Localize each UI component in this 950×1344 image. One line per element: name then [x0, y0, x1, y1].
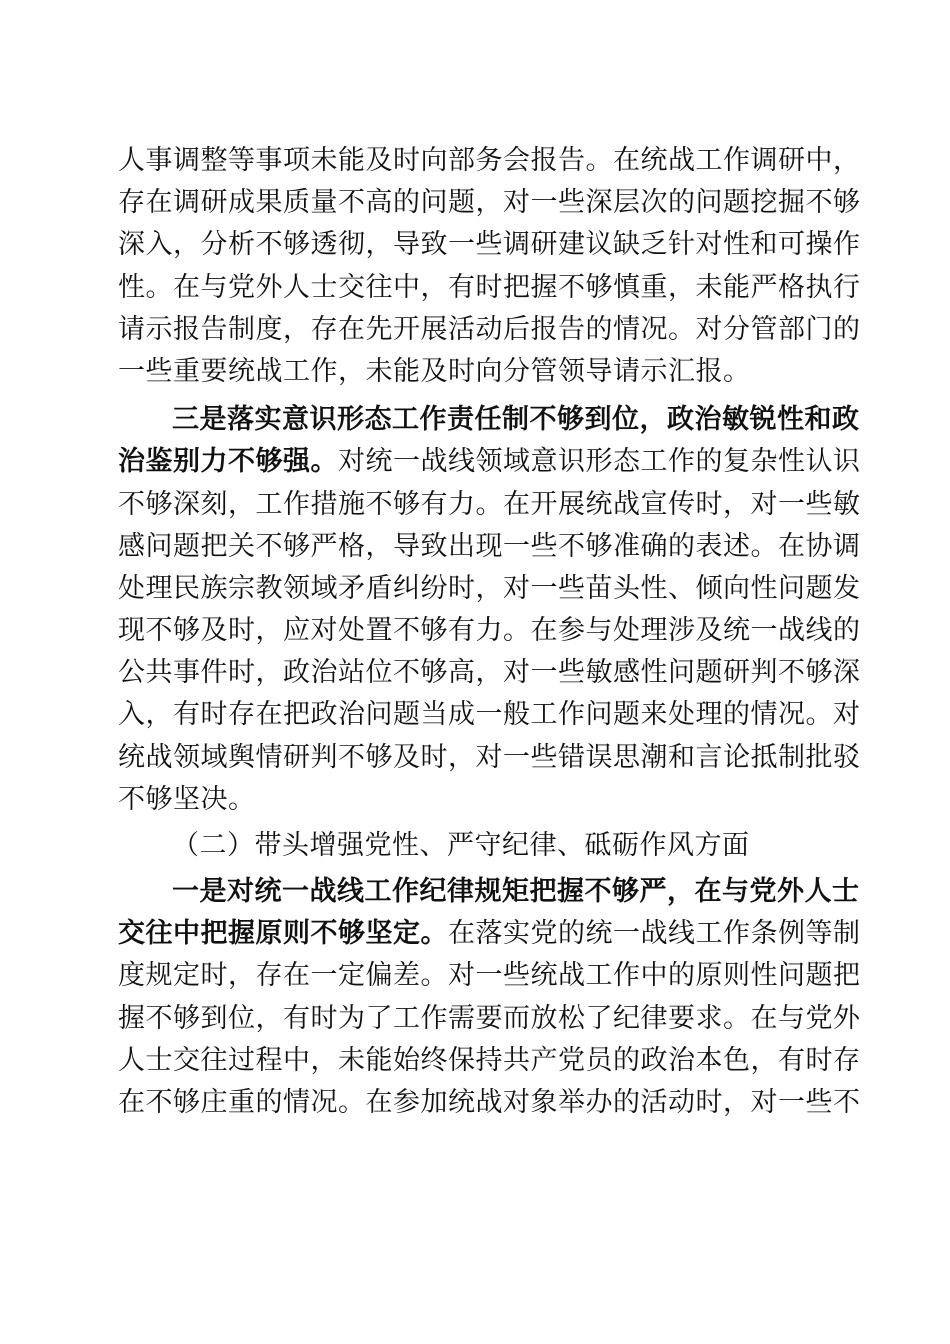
paragraph-line: 深入，分析不够透彻，导致一些调研建议缺乏针对性和可操作: [118, 229, 861, 261]
paragraph-line: 不够坚决。: [118, 783, 256, 815]
paragraph-line: 感问题把关不够严格，导致出现一些不够准确的表述。在协调: [118, 530, 861, 562]
paragraph-line: 在不够庄重的情况。在参加统战对象举办的活动时，对一些不: [118, 1086, 861, 1118]
paragraph-lead-line: 三是落实意识形态工作责任制不够到位，政治敏锐性和政: [172, 404, 860, 436]
paragraph-line: 存在调研成果质量不高的问题，对一些深层次的问题挖掘不够: [118, 187, 861, 219]
paragraph-line: 公共事件时，政治站位不够高，对一些敏感性问题研判不够深: [118, 657, 861, 689]
paragraph-line: 人事调整等事项未能及时向部务会报告。在统战工作调研中，: [118, 145, 861, 176]
paragraph-line: 入，有时存在把政治问题当成一般工作问题来处理的情况。对: [118, 699, 861, 731]
document-body: [118, 140, 861, 1124]
paragraph-1: [118, 140, 861, 393]
paragraph-line: 统战领域舆情研判不够及时，对一些错误思潮和言论抵制批驳: [118, 741, 861, 773]
paragraph-line: 现不够及时，应对处置不够有力。在参与处理涉及统一战线的: [118, 615, 861, 647]
paragraph-lead-line: 一是对统一战线工作纪律规矩把握不够严，在与党外人士: [172, 876, 860, 907]
paragraph-line: [118, 913, 861, 955]
paragraph-line: 不够深刻，工作措施不够有力。在开展统战宣传时，对一些敏: [118, 488, 861, 520]
paragraph-line: 一些重要统战工作，未能及时向分管领导请示汇报。: [118, 355, 751, 387]
section-heading: （二）带头增强党性、严守纪律、砥砺作风方面: [172, 830, 750, 861]
paragraph-line: 性。在与党外人士交往中，有时把握不够慎重，未能严格执行: [118, 271, 861, 303]
paragraph-2: [118, 399, 861, 821]
paragraph-line: [118, 441, 861, 483]
paragraph-line: 处理民族宗教领域矛盾纠纷时，对一些苗头性、倾向性问题发: [118, 572, 861, 604]
paragraph-line: 人士交往过程中，未能始终保持共产党员的政治本色，有时存: [118, 1044, 861, 1076]
line-rest-text: 在落实党的统一战线工作条例等制: [448, 918, 861, 950]
paragraph-line: 请示报告制度，存在先开展活动后报告的情况。对分管部门的: [118, 313, 861, 345]
paragraph-line: 握不够到位，有时为了工作需要而放松了纪律要求。在与党外: [118, 1002, 861, 1034]
lead-bold-text: 治鉴别力不够强。: [118, 446, 338, 478]
line-rest-text: 对统一战线领域意识形态工作的复杂性认识: [338, 446, 861, 478]
paragraph-line: 度规定时，存在一定偏差。对一些统战工作中的原则性问题把: [118, 960, 861, 992]
paragraph-3: [118, 871, 861, 1124]
lead-bold-text: 交往中把握原则不够坚定。: [118, 918, 448, 950]
